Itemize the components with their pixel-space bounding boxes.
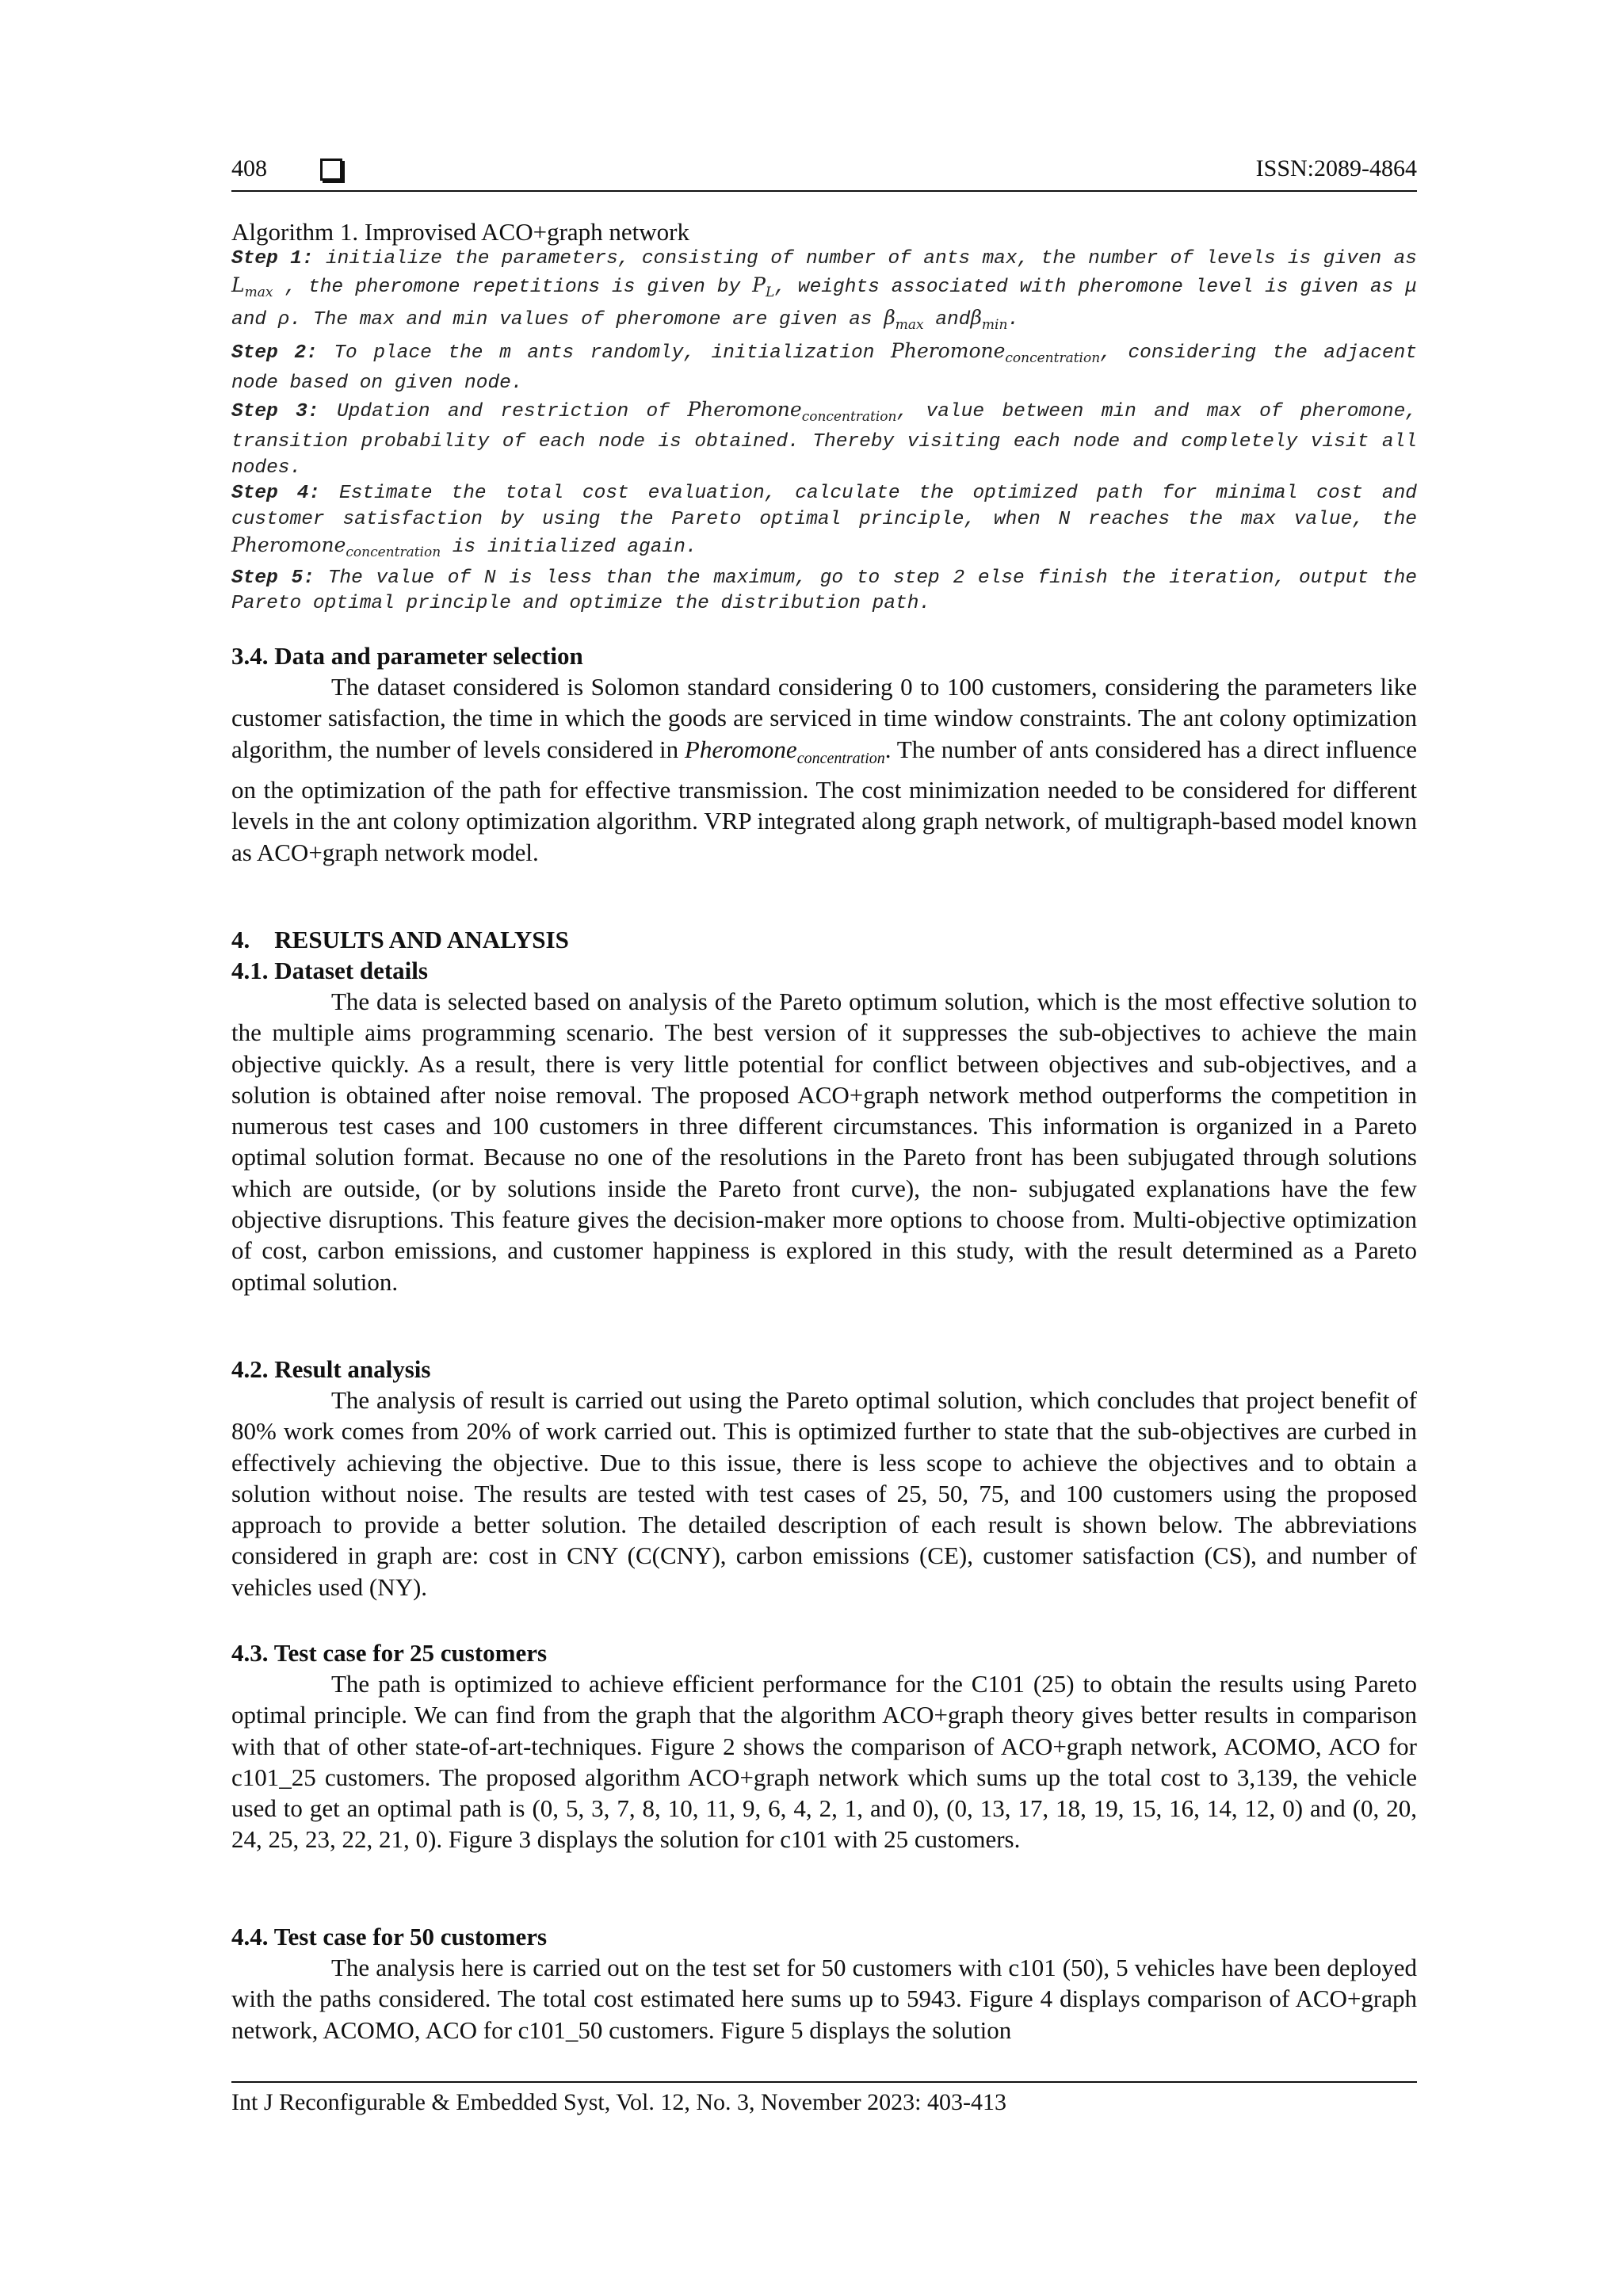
math-p-l: $P_L$ bbox=[752, 273, 775, 300]
step-label: Step 3: bbox=[231, 400, 319, 422]
algorithm-box bbox=[231, 218, 1417, 617]
algorithm-step-3 bbox=[231, 397, 1417, 482]
subsection-heading: 4.2. Result analysis bbox=[231, 1355, 431, 1383]
section-4-3 bbox=[231, 1637, 1417, 1855]
math-beta-min: $\beta_{min}$ bbox=[970, 306, 1008, 333]
algorithm-title: Algorithm 1. Improvised ACO+graph network bbox=[231, 218, 689, 246]
paragraph: The data is selected based on analysis of the Pareto optimum solution, which is the most effective solution to the multiple aims programming scenario. The best version of it suppresses the sub-objectives to achieve the main objective quickly. As a result, there is very little potential for conflict between objectives and sub-objectives, and a solution is obtained after noise removal. The proposed ACO+graph network method outperforms the competition in numerous test cases and 100 customers in three different circumstances. This information is organized in a Pareto optimal solution format. Because no one of the resolutions in the Pareto front has been subjugated through solutions which are outside, (or by solutions inside the Pareto front curve), the non- subjugated explanations have the few objective disruptions. This feature gives the decision-maker more options to choose from. Multi-objective optimization of cost, carbon emissions, and customer happiness is explored in this study, with the result determined as a Pareto optimal solution. bbox=[231, 988, 1417, 1296]
running-footer: Int J Reconfigurable & Embedded Syst, Vol. 12, No. 3, November 2023: 403-413 bbox=[231, 2089, 1006, 2115]
section-heading: 3.4. Data and parameter selection bbox=[231, 642, 583, 670]
subsection-heading: 4.3. Test case for 25 customers bbox=[231, 1639, 548, 1667]
square-bullet-icon bbox=[320, 159, 342, 181]
algorithm-step-4 bbox=[231, 481, 1417, 566]
step-label: Step 2: bbox=[231, 342, 318, 364]
step-text: and bbox=[923, 309, 971, 330]
paragraph: The path is optimized to achieve efficient performance for the C101 (25) to obtain the results using Pareto optimal principle. We can find from the graph that the algorithm ACO+graph theory gives better results in comparison with that of other state-of-art-techniques. Figure 2 shows the comparison of ACO+graph network, ACOMO, ACO for c101_25 customers. The proposed algorithm ACO+graph network which sums up the total cost to 3,139, the vehicle used to get an optimal path is (0, 5, 3, 7, 8, 10, 11, 9, 6, 4, 2, 1, and 0), (0, 13, 17, 18, 19, 15, 16, 14, 12, 0) and (0, 20, 24, 25, 23, 22, 21, 0). Figure 3 displays the solution for c101 with 25 customers. bbox=[231, 1670, 1417, 1854]
algorithm-step-1 bbox=[231, 246, 1417, 338]
step-label: Step 1: bbox=[231, 248, 314, 269]
subsection-heading: 4.1. Dataset details bbox=[231, 957, 428, 984]
section-4-4 bbox=[231, 1921, 1417, 2046]
step-text: , value between min and max of pheromone, transition probability of each node is obtained. Thereby visiting each node and completely visit all nodes. bbox=[231, 400, 1417, 479]
paragraph: The dataset considered is Solomon standard considering 0 to 100 customers, considering the parameters like customer satisfaction, the time in which the goods are serviced in time window constraints. The ant colony optimization algorithm, the number of levels considered in Pheromone$_{concentration}$. The number of ants considered has a direct influence on the optimization of the path for effective transmission. The cost minimization needed to be considered for different levels in the ant colony optimization algorithm. VRP integrated along graph network, of multigraph-based model known as ACO+graph network model. bbox=[231, 673, 1417, 866]
footer-rule bbox=[231, 2081, 1417, 2083]
issn: ISSN:2089-4864 bbox=[1255, 155, 1417, 181]
step-text: Updation and restriction of bbox=[336, 400, 688, 422]
step-text: Estimate the total cost evaluation, calculate the optimized path for minimal cost and customer satisfaction by using the Pareto optimal principle, when N reaches the max value, the bbox=[231, 483, 1417, 530]
paragraph: The analysis of result is carried out using the Pareto optimal solution, which concludes that project benefit of 80% work comes from 20% of work carried out. This is optimized further to state that the sub-objectives are curbed in effectively achieving the objective. Due to this issue, there is less scope to achieve the objectives and to obtain a solution without noise. The results are tested with test cases of 25, 50, 75, and 100 customers using the proposed approach to provide a better solution. The detailed description of each result is shown below. The abbreviations considered in graph are: cost in CNY (C(CNY), carbon emissions (CE), customer satisfaction (CS), and number of vehicles used (NY). bbox=[231, 1386, 1417, 1601]
page-number: 408 bbox=[231, 155, 267, 181]
header-rule bbox=[231, 190, 1417, 192]
subsection-heading: 4.4. Test case for 50 customers bbox=[231, 1923, 548, 1950]
step-label: Step 4: bbox=[231, 483, 321, 504]
math-pheromone-concentration: Pheromone$_{concentration}$ bbox=[687, 397, 897, 425]
step-text: The value of N is less than the maximum, go to step 2 else finish the iteration, output the Pareto optimal principle and optimize the distribution path. bbox=[231, 567, 1418, 614]
section-3-4 bbox=[231, 640, 1417, 868]
algorithm-step-5 bbox=[231, 566, 1417, 617]
step-label: Step 5: bbox=[231, 567, 315, 589]
step-text: To place the m ants randomly, initialization bbox=[334, 342, 892, 364]
math-beta-max: $\beta_{max}$ bbox=[884, 306, 924, 333]
step-text: . bbox=[1007, 309, 1020, 330]
running-header bbox=[231, 155, 1417, 193]
math-pheromone-concentration: Pheromone$_{concentration}$ bbox=[231, 533, 441, 560]
section-heading: 4. RESULTS AND ANALYSIS bbox=[231, 926, 569, 953]
math-pheromone-concentration: Pheromone$_{concentration}$ bbox=[684, 735, 885, 767]
step-text: , weights associated with pheromone level is given as μ and ρ. The max and min values of pheromone are given as bbox=[231, 276, 1417, 330]
math-l-max: $L_{max}$ bbox=[231, 273, 273, 300]
step-text: initialize the parameters, consisting of number of ants max, the number of levels is given as bbox=[325, 248, 1418, 269]
section-4 bbox=[231, 924, 1417, 1297]
step-text: , the pheromone repetitions is given by bbox=[273, 276, 753, 298]
math-pheromone-concentration: Pheromone$_{concentration}$ bbox=[891, 338, 1101, 366]
step-text: is initialized again. bbox=[441, 537, 697, 558]
section-4-2 bbox=[231, 1354, 1417, 1603]
step-text: , considering the adjacent node based on given node. bbox=[231, 342, 1418, 394]
algorithm-step-2 bbox=[231, 338, 1417, 397]
paragraph: The analysis here is carried out on the test set for 50 customers with c101 (50), 5 vehicles have been deployed with the paths considered. The total cost estimated here sums up to 5943. Figure 4 displays comparison of ACO+graph network, ACOMO, ACO for c101_50 customers. Figure 5 displays the solution bbox=[231, 1954, 1417, 2044]
